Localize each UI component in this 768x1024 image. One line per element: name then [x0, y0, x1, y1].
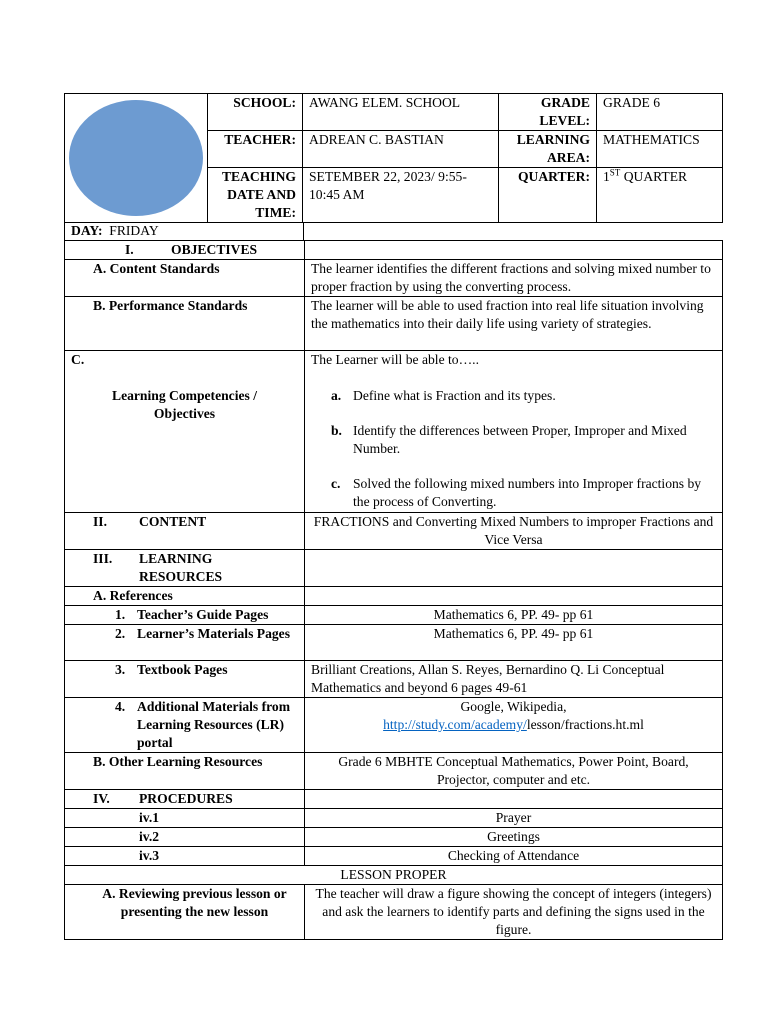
procedures-title: PROCEDURES [139, 791, 233, 806]
grade-value: GRADE 6 [597, 94, 723, 131]
performance-standards-text: The learner will be able to used fraction into real life situation involving the mathematics into their daily life using variety of strategies. [305, 297, 723, 351]
procedure-step-label: iv.1 [65, 809, 305, 828]
content-title: CONTENT [139, 514, 207, 529]
objectives-num: I. [125, 242, 134, 257]
study-link[interactable]: http://study.com/academy/ [383, 717, 527, 732]
competency-item: a. Define what is Fraction and its types. [331, 388, 556, 403]
content-header [65, 513, 305, 550]
references-label: A. References [65, 587, 305, 606]
other-resources-label: B. Other Learning Resources [65, 753, 305, 790]
procedure-step-value: Checking of Attendance [305, 847, 723, 866]
resources-header [65, 550, 305, 587]
reference-item-value: Mathematics 6, PP. 49- pp 61 [305, 606, 723, 625]
empty-cell [305, 587, 723, 606]
competencies-cell [65, 351, 305, 513]
link-suffix: lesson/fractions.ht.ml [526, 717, 644, 732]
competencies-intro: The Learner will be able to….. [311, 352, 479, 367]
other-resources-text: Grade 6 MBHTE Conceptual Mathematics, Power Point, Board, Projector, computer and etc. [305, 753, 723, 790]
area-label: LEARNING AREA: [499, 131, 597, 168]
reference-item-value: Brilliant Creations, Allan S. Reyes, Bernardino Q. Li Conceptual Mathematics and beyond 6 pages 49-61 [305, 661, 723, 698]
empty-cell [305, 790, 723, 809]
quarter-superscript: ST [609, 167, 621, 178]
procedure-step-label: iv.3 [65, 847, 305, 866]
school-logo [69, 100, 203, 216]
school-label: SCHOOL: [208, 94, 303, 131]
reference-item-value: Google, Wikipedia, http://study.com/academy/lesson/fractions.ht.ml [305, 698, 723, 753]
procedures-num: IV. [93, 791, 110, 806]
resources-title: LEARNING RESOURCES [139, 551, 223, 584]
procedure-step-label: iv.2 [65, 828, 305, 847]
competencies-label: Learning Competencies / Objectives [112, 388, 257, 421]
content-standards-label: A. Content Standards [65, 260, 305, 297]
reference-item-value: Mathematics 6, PP. 49- pp 61 [305, 625, 723, 661]
resources-num: III. [93, 551, 113, 566]
reference-item-label: 1. Teacher’s Guide Pages [65, 606, 305, 625]
quarter-text: QUARTER [620, 169, 688, 184]
grade-label: GRADE LEVEL: [499, 94, 597, 131]
main-table [64, 240, 723, 940]
content-standards-text: The learner identifies the different fractions and solving mixed number to proper fraction by using the converting process. [305, 260, 723, 297]
reference-item-label: 2. Learner’s Materials Pages [65, 625, 305, 661]
date-label: TEACHING DATE AND TIME: [208, 168, 303, 223]
performance-standards-label: B. Performance Standards [65, 297, 305, 351]
competency-item: c. Solved the following mixed numbers into Improper fractions by the process of Converting. [331, 476, 702, 509]
content-text: FRACTIONS and Converting Mixed Numbers to improper Fractions and Vice Versa [305, 513, 723, 550]
empty-cell [305, 550, 723, 587]
teacher-value: ADREAN C. BASTIAN [303, 131, 499, 168]
day-table [64, 222, 304, 241]
reference-item-label: 3. Textbook Pages [65, 661, 305, 698]
lesson-plan-document [64, 93, 722, 940]
quarter-value [597, 168, 723, 223]
date-value: SETEMBER 22, 2023/ 9:55- 10:45 AM [303, 168, 499, 223]
competency-item: b. Identify the differences between Proper, Improper and Mixed Number. [331, 423, 687, 456]
procedures-header [65, 790, 305, 809]
day-label: DAY: [71, 223, 103, 238]
school-logo-cell [65, 94, 208, 223]
quarter-label: QUARTER: [499, 168, 597, 223]
procedure-step-value: Prayer [305, 809, 723, 828]
lesson-proper-heading: LESSON PROPER [65, 866, 723, 885]
review-text: The teacher will draw a figure showing the concept of integers (integers) and ask the learners to identify parts and defining the signs used in the figure. [305, 885, 723, 940]
objectives-header [65, 241, 305, 260]
empty-cell [305, 241, 723, 260]
teacher-label: TEACHER: [208, 131, 303, 168]
area-value: MATHEMATICS [597, 131, 723, 168]
school-value: AWANG ELEM. SCHOOL [303, 94, 499, 131]
competencies-text [305, 351, 723, 513]
procedure-step-value: Greetings [305, 828, 723, 847]
quarter-number: 1 [603, 169, 610, 184]
content-num: II. [93, 514, 107, 529]
competencies-num: C. [71, 352, 85, 367]
review-label: A. Reviewing previous lesson or presenting the new lesson [65, 885, 305, 940]
reference-item-label: 4. Additional Materials from Learning Resources (LR) portal [65, 698, 305, 753]
header-table [64, 93, 723, 223]
day-row [65, 222, 304, 241]
objectives-title: OBJECTIVES [171, 242, 258, 257]
day-value: FRIDAY [109, 223, 159, 238]
